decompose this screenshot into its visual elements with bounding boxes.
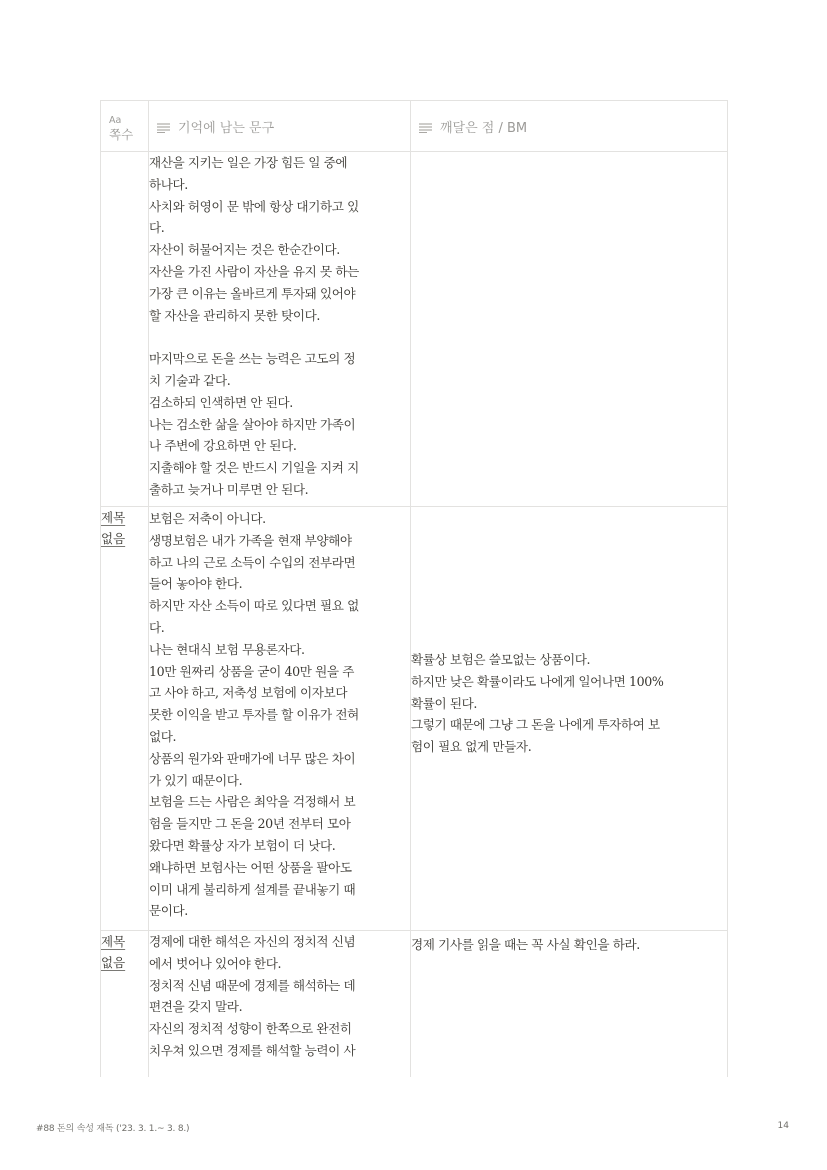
quote-line: 검소하되 인색하면 안 된다.: [149, 394, 293, 410]
quote-line: 상품의 원가와 판매가에 너무 많은 차이: [149, 750, 356, 766]
quote-cell[interactable]: [149, 507, 411, 931]
quote-line: 10만 원짜리 상품을 굳이 40만 원을 주: [149, 663, 355, 679]
quote-line: 보험은 저축이 아니다.: [149, 511, 266, 526]
quote-line: 못한 이익을 받고 투자를 할 이유가 전혀: [149, 707, 359, 723]
quote-line: 치 기술과 같다.: [149, 372, 231, 388]
quote-line: 다.: [149, 619, 165, 635]
quote-line: 재산을 지키는 일은 가장 힘든 일 중에: [149, 155, 348, 170]
footer-page-number: 14: [777, 1121, 789, 1131]
insight-cell[interactable]: [411, 931, 728, 1077]
footer-document-title: #88 돈의 속성 재독 ('23. 3. 1.~ 3. 8.): [36, 1124, 190, 1134]
page-title-line[interactable]: 없음: [101, 531, 126, 546]
page-title-line[interactable]: 없음: [101, 955, 126, 970]
quote-line: 보험을 드는 사람은 최악을 걱정해서 보: [149, 794, 356, 810]
quote-line: 생명보험은 내가 가족을 현재 부양해야: [149, 532, 352, 548]
column-header-insight-label: 깨달은 점 / BM: [440, 120, 528, 136]
quote-line: 왔다면 확률상 자가 보험이 더 낫다.: [149, 837, 336, 853]
quote-line: 왜냐하면 보험사는 어떤 상품을 팔아도: [149, 859, 352, 875]
insight-cell[interactable]: [411, 152, 728, 507]
quote-line: 치우쳐 있으면 경제를 해석할 능력이 사: [149, 1042, 356, 1058]
quote-line: 자산이 허물어지는 것은 한순간이다.: [149, 242, 340, 258]
quote-line: 이미 내게 불리하게 설계를 끝내놓기 때: [149, 881, 356, 897]
insight-line: 경제 기사를 읽을 때는 꼭 사실 확인을 하라.: [411, 937, 640, 952]
quote-line: 나는 현대식 보험 무용론자다.: [149, 641, 305, 657]
quote-line: 문이다.: [149, 903, 188, 919]
quote-line: 나 주변에 강요하면 안 된다.: [149, 438, 297, 454]
quote-line: 나는 검소한 삶을 살아야 하지만 가족이: [149, 416, 356, 432]
quote-line: 가 있기 때문이다.: [149, 772, 243, 788]
quote-line: 고 사야 하고, 저축성 보험에 이자보다: [149, 685, 348, 701]
insight-cell[interactable]: [411, 507, 728, 931]
quote-line: 출하고 늦거나 미루면 안 된다.: [149, 481, 309, 497]
column-header-page[interactable]: [101, 101, 149, 152]
row-page-title[interactable]: [101, 931, 149, 1077]
row-page-title: [101, 152, 149, 507]
quote-line: 에서 벗어나 있어야 한다.: [149, 955, 282, 971]
quote-line: 하지만 자산 소득이 따로 있다면 필요 없: [149, 598, 359, 614]
quote-line: 험을 들지만 그 돈을 20년 전부터 모아: [149, 816, 351, 832]
text-lines-icon: [157, 123, 170, 133]
quote-line: 마지막으로 돈을 쓰는 능력은 고도의 정: [149, 351, 356, 367]
text-lines-icon: [419, 123, 432, 133]
reading-notes-table: [100, 100, 728, 1077]
page-title-line[interactable]: 제목: [101, 934, 126, 949]
quote-line: 하고 나의 근로 소득이 수입의 전부라면: [149, 554, 356, 570]
column-header-page-label: 쪽수: [109, 127, 134, 142]
quote-line: 정치적 신념 때문에 경제를 해석하는 데: [149, 977, 356, 993]
table-row[interactable]: [101, 152, 728, 507]
table-row[interactable]: [101, 507, 728, 931]
insight-line: 하지만 낮은 확률이라도 나에게 일어나면 100%: [411, 673, 664, 689]
quote-line: 하나다.: [149, 176, 188, 192]
quote-line: 편견을 갖지 말라.: [149, 999, 243, 1015]
table-row[interactable]: [101, 931, 728, 1077]
quote-line: 가장 큰 이유는 올바르게 투자돼 있어야: [149, 285, 356, 301]
row-page-title[interactable]: [101, 507, 149, 931]
quote-cell[interactable]: [149, 931, 411, 1077]
quote-line: 자산을 가진 사람이 자산을 유지 못 하는: [149, 263, 359, 279]
column-header-insight[interactable]: [411, 101, 728, 152]
quote-cell[interactable]: [149, 152, 411, 507]
insight-line: 확률상 보험은 쓸모없는 상품이다.: [411, 652, 591, 667]
column-header-quote[interactable]: [149, 101, 411, 152]
quote-line: 할 자산을 관리하지 못한 탓이다.: [149, 307, 320, 323]
insight-line: 험이 필요 없게 만들자.: [411, 739, 532, 755]
quote-line: 지출해야 할 것은 반드시 기일을 지켜 지: [149, 460, 359, 476]
quote-line: 사치와 허영이 문 밖에 항상 대기하고 있: [149, 198, 359, 214]
column-header-quote-label: 기억에 남는 문구: [178, 120, 275, 136]
table-header-row: [101, 101, 728, 152]
insight-line: 그렇기 때문에 그냥 그 돈을 나에게 투자하여 보: [411, 717, 660, 733]
quote-line: 없다.: [149, 728, 177, 744]
insight-line: 확률이 된다.: [411, 695, 478, 711]
title-property-icon: Aa: [109, 115, 122, 126]
page-title-line[interactable]: 제목: [101, 510, 126, 525]
paragraph-gap: [149, 326, 410, 348]
quote-line: 들어 놓아야 한다.: [149, 576, 243, 592]
quote-line: 자신의 정치적 성향이 한쪽으로 완전히: [149, 1021, 352, 1037]
quote-line: 경제에 대한 해석은 자신의 정치적 신념: [149, 934, 356, 949]
quote-line: 다.: [149, 220, 165, 236]
